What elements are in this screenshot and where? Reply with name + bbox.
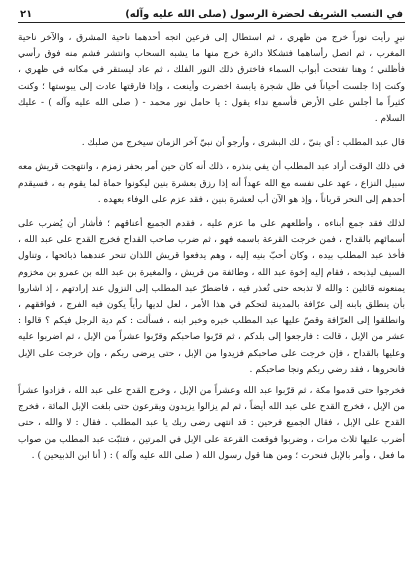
running-header [18, 4, 405, 22]
page-number: ٢١ [20, 9, 33, 20]
paragraph-3: في ذلك الوقت أراد عبد المطلب أن يفي بنذره ، ذلك أنه كان حين أمر بحفر زمزم ، وانتهجت قريش معه سبيل النزاع ، عهد على نفسه مع الله عهداً أنه إذا رزق بعشرة بنين ليكونوا حماة لما يقوم به ، فسيقدم أحدهم إلى النحر قرباناً ، وإذ هو الآن أب لعشرة بنين ، فقد عزم على الوفاء بعهده . [18, 162, 405, 205]
header-rule [18, 22, 405, 23]
paragraph-5: فخرجوا حتى قدموا مكة ، ثم قرّبوا عبد الله وعشراً من الإبل ، وخرج القدح على عبد الله ، فزادوا عشراً من الإبل ، فخرج القدح على عبد الله أيضاً ، ثم لم يزالوا يزيدون ويقرعون حتى بلغت الإبل المائة ، فخرج القدح على الإبل ، فقال الجميع فرحين : قد انتهى رضى ربك يا عبد المطلب . فقال : لا والله ، حتى أضرب عليها ثلاث مرات ، وضربوا فوقعت القرعة على الإبل في المرتين ، فتثبّت عبد المطلب من صواب ما فعل ، وأمر بالإبل فنحرت ؛ ومن هنا قول رسول الله ( صلى الله عليه وآله ) : ( أنا ابن الذبيحين ) . [18, 386, 405, 461]
paragraph-4: لذلك فقد جمع أبناءه ، وأطلعهم على ما عزم عليه ، فقدم الجميع أعناقهم ؛ فأشار أن يُضرب على أسمائهم بالقداح ، فمن خرجت القرعة باسمه فهو ، ثم ضرب صاحب القداح فخرج القدح على عبد الله ، فأخذ عبد المطلب بيده ، وكان أحبّ بنيه إليه ، وهم يدفعوا قريش اللذان تنحر عندهما ذبائحها ، وتناول السيف ليذبحه ، فقام إليه إخوة عبد الله ، وطائفة من قريش ، والمغيرة بن عبد الله بن عمرو بن مخزوم يمنعونه قائلين : والله لا تذبحه حتى تُعذر فيه ، فاضطرّ عبد المطلب إلى النزول عند إرادتهم ، إذ اشاروا بأن ينطلق بابنه إلى عرّافة بالمدينة لتحكم في هذا الأمر ، لعل لديها رأياً يكون فيه الفرج ، فوافقهم ، وانطلقوا إلى العرّافة وقصّ عليها عبد المطلب خبره وخبر ابنه ، فسألت : كم دية الرجل فيكم ؟ قالوا : عشر من الإبل ، قالت : فارجعوا إلى بلدكم ، ثم قرّبوا صاحبكم وقرّبوا عشراً من الإبل ، ثم اضربوا عليه وعليها بالقداح ، فإن خرجت على صاحبكم فزيدوا من الإبل ، حتى يرضى ربكم ، وإن خرجت على الإبل فانحروها ، فقد رضي ربكم ونجا صاحبكم . [18, 219, 405, 375]
paragraph-2: قال عبد المطلب : أي بنيّ ، لك البشرى ، وأرجو أن نبيّ آخر الزمان سيخرج من صلبك . [81, 138, 405, 149]
running-title: في النسب الشريف لحضرة الرسول (صلى الله عليه وآله) [125, 9, 403, 20]
paragraph-1: نيرٍ رأيت نوراً خرج من ظهري ، ثم استطال إلى فرعين اتجه أحدهما ناحية المشرق ، والآخر ناحية المغرب ، ثم اتصل رأساهما فتشكلا دائرة خرج منها ما يشبه السحاب وانتشر فشم منه فوق رأسي فأظلني ؛ وهنا تفتحت أبواب السماء فاخترق ذلك النور الفلك ، ثم عاد ليستقر في مكانه في ظهري ، وكنت إذا جلست أحياناً في ظل شجرة يابسة اخضرت وأينعت ، وإذا فارقتها عادت إلى يبوستها ؛ وكنت كثيراً ما أجلس على الأرض فأسمع نداء يقول : يا حامل نور محمد - ( صلى الله عليه وآله ) - عليك السلام . [18, 33, 405, 125]
